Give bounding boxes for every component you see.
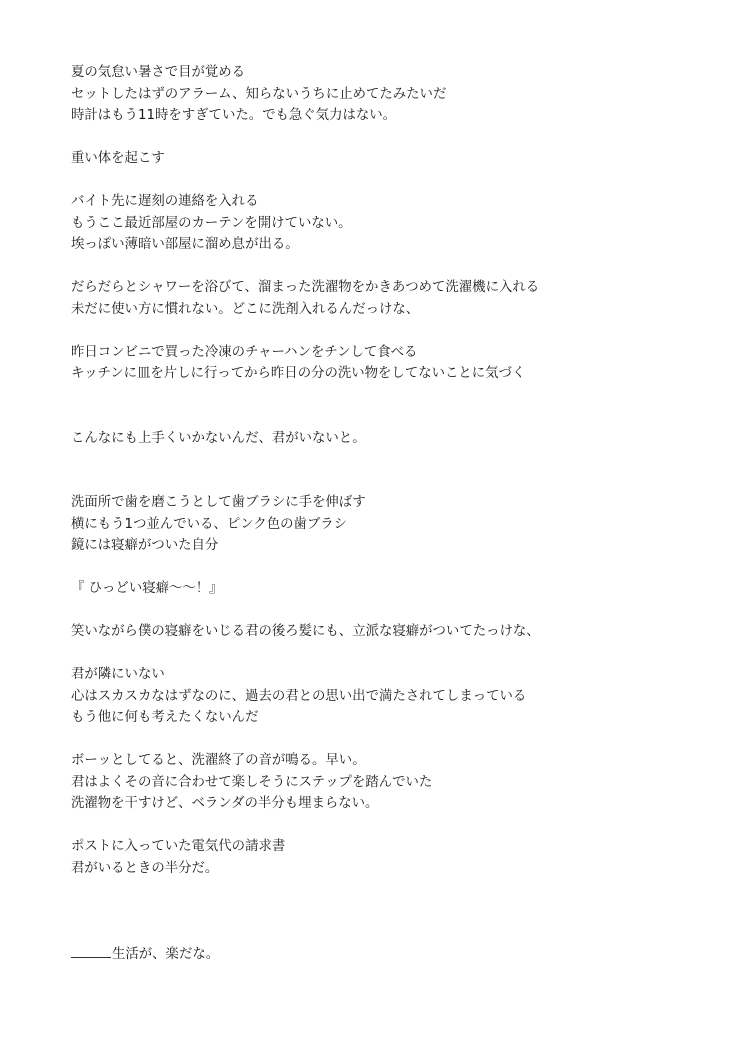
paragraph-gap <box>71 256 691 278</box>
text-line: ポストに入っていた電気代の請求書 <box>71 839 286 854</box>
paragraph-wake-up <box>71 62 691 127</box>
text-line: 君がいるときの半分だ。 <box>71 860 219 876</box>
paragraph-gap <box>71 643 691 665</box>
text-line: だらだらとシャワーを浴びて、溜まった洗濯物をかきあつめて洗濯機に入れる <box>71 280 540 295</box>
text-line: バイト先に遅刻の連絡を入れる <box>71 194 259 209</box>
document-body <box>71 62 691 965</box>
paragraph-without-you <box>71 428 691 450</box>
text-line: 君はよくその音に合わせて楽しそうにステップを踏んでいた <box>71 774 433 790</box>
paragraph-absence <box>71 664 691 729</box>
paragraph-gap <box>71 600 691 622</box>
paragraph-get-up <box>71 148 691 170</box>
paragraph-washer-done <box>71 750 691 815</box>
paragraph-gap <box>71 320 691 342</box>
ending-text: 生活が、楽だな。 <box>112 946 220 962</box>
text-line: ボーッとしてると、洗濯終了の音が鳴る。早い。 <box>71 753 366 768</box>
paragraph-gap <box>71 879 691 944</box>
paragraph-gap <box>71 557 691 579</box>
paragraph-gap <box>71 127 691 149</box>
paragraph-late-call <box>71 191 691 256</box>
paragraph-gap <box>71 815 691 837</box>
text-line: 洗面所で歯を磨こうとして歯ブラシに手を伸ばす <box>71 495 366 510</box>
paragraph-quote <box>71 578 691 600</box>
text-line: 横にもう1つ並んでいる、ピンク色の歯ブラシ <box>71 516 348 532</box>
text-line: 鏡には寝癖がついた自分 <box>71 538 219 553</box>
paragraph-memory <box>71 621 691 643</box>
text-line: もう他に何も考えたくないんだ <box>71 710 259 725</box>
paragraph-toothbrush <box>71 492 691 557</box>
text-line: 『 ひっどい寝癖〜〜！』 <box>71 581 223 596</box>
paragraph-meal <box>71 342 691 385</box>
text-line: 心はスカスカなはずなのに、過去の君との思い出で満たされてしまっている <box>71 688 527 704</box>
text-line: 重い体を起こす <box>71 151 165 166</box>
paragraph-gap <box>71 449 691 492</box>
text-line: 埃っぽい薄暗い部屋に溜め息が出る。 <box>71 237 299 252</box>
text-line-ending <box>71 944 691 966</box>
text-line: セットしたはずのアラーム、知らないうちに止めてたみたいだ <box>71 86 447 102</box>
text-line: 未だに使い方に慣れない。どこに洗剤入れるんだっけな、 <box>71 301 420 317</box>
text-line: 君が隣にいない <box>71 667 165 682</box>
text-line: こんなにも上手くいかないんだ、君がいないと。 <box>71 430 366 446</box>
text-line: 夏の気怠い暑さで目が覚める <box>71 65 246 80</box>
paragraph-gap <box>71 170 691 192</box>
text-line: 昨日コンビニで買った冷凍のチャーハンをチンして食べる <box>71 344 418 360</box>
paragraph-ending <box>71 944 691 966</box>
text-line: 笑いながら僕の寝癖をいじる君の後ろ髪にも、立派な寝癖がついてたっけな、 <box>71 624 540 639</box>
paragraph-gap <box>71 729 691 751</box>
dash-line <box>71 957 111 958</box>
text-line: キッチンに皿を片しに行ってから昨日の分の洗い物をしてないことに気づく <box>71 366 526 381</box>
paragraph-bill <box>71 836 691 879</box>
text-line: 洗濯物を干すけど、ベランダの半分も埋まらない。 <box>71 796 379 811</box>
text-line: 時計はもう11時をすぎていた。でも急ぐ気力はない。 <box>71 108 397 123</box>
text-line: もうここ最近部屋のカーテンを開けていない。 <box>71 215 352 231</box>
paragraph-gap <box>71 385 691 428</box>
paragraph-laundry <box>71 277 691 320</box>
